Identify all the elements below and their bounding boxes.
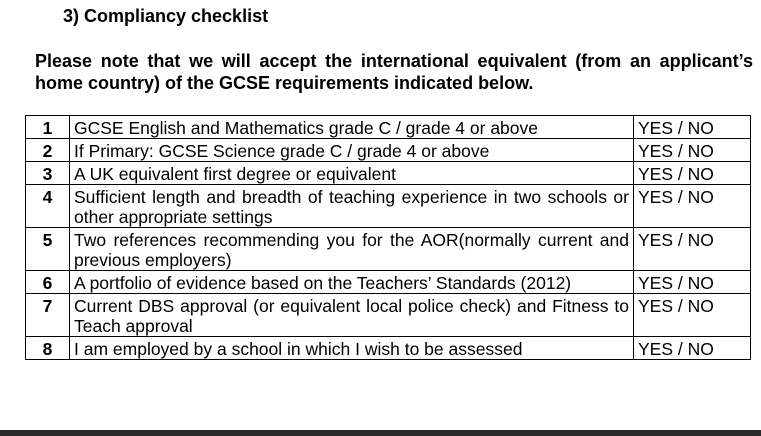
table-row [26,271,751,294]
yes-no-answer: YES / NO [634,271,751,294]
yes-no-answer: YES / NO [634,116,751,139]
yes-no-answer: YES / NO [634,337,751,360]
row-number: 8 [26,337,70,360]
yes-no-answer: YES / NO [634,228,751,271]
row-number: 5 [26,228,70,271]
requirement-text: A portfolio of evidence based on the Teachers’ Standards (2012) [70,271,634,294]
row-number: 4 [26,185,70,228]
page-bottom-divider [0,430,761,436]
yes-no-answer: YES / NO [634,185,751,228]
table-row [26,185,751,228]
requirement-text: Sufficient length and breadth of teaching experience in two schools or other appropriate settings [70,185,634,228]
requirement-text: GCSE English and Mathematics grade C / grade 4 or above [70,116,634,139]
yes-no-answer: YES / NO [634,294,751,337]
table-row [26,162,751,185]
table-row [26,294,751,337]
row-number: 2 [26,139,70,162]
requirement-text: I am employed by a school in which I wish to be assessed [70,337,634,360]
table-row [26,139,751,162]
requirement-text: A UK equivalent first degree or equivalent [70,162,634,185]
yes-no-answer: YES / NO [634,139,751,162]
requirement-text: Current DBS approval (or equivalent local police check) and Fitness to Teach approval [70,294,634,337]
yes-no-answer: YES / NO [634,162,751,185]
requirement-text: Two references recommending you for the AOR(normally current and previous employers) [70,228,634,271]
row-number: 1 [26,116,70,139]
row-number: 7 [26,294,70,337]
table-row [26,337,751,360]
row-number: 6 [26,271,70,294]
requirement-text: If Primary: GCSE Science grade C / grade 4 or above [70,139,634,162]
gcse-equivalent-note: Please note that we will accept the international equivalent (from an applicant’s home country) of the GCSE requirements indicated below. [35,51,753,93]
table-row [26,228,751,271]
section-heading: 3) Compliancy checklist [63,6,269,26]
compliancy-checklist-table [25,115,751,360]
row-number: 3 [26,162,70,185]
table-row [26,116,751,139]
